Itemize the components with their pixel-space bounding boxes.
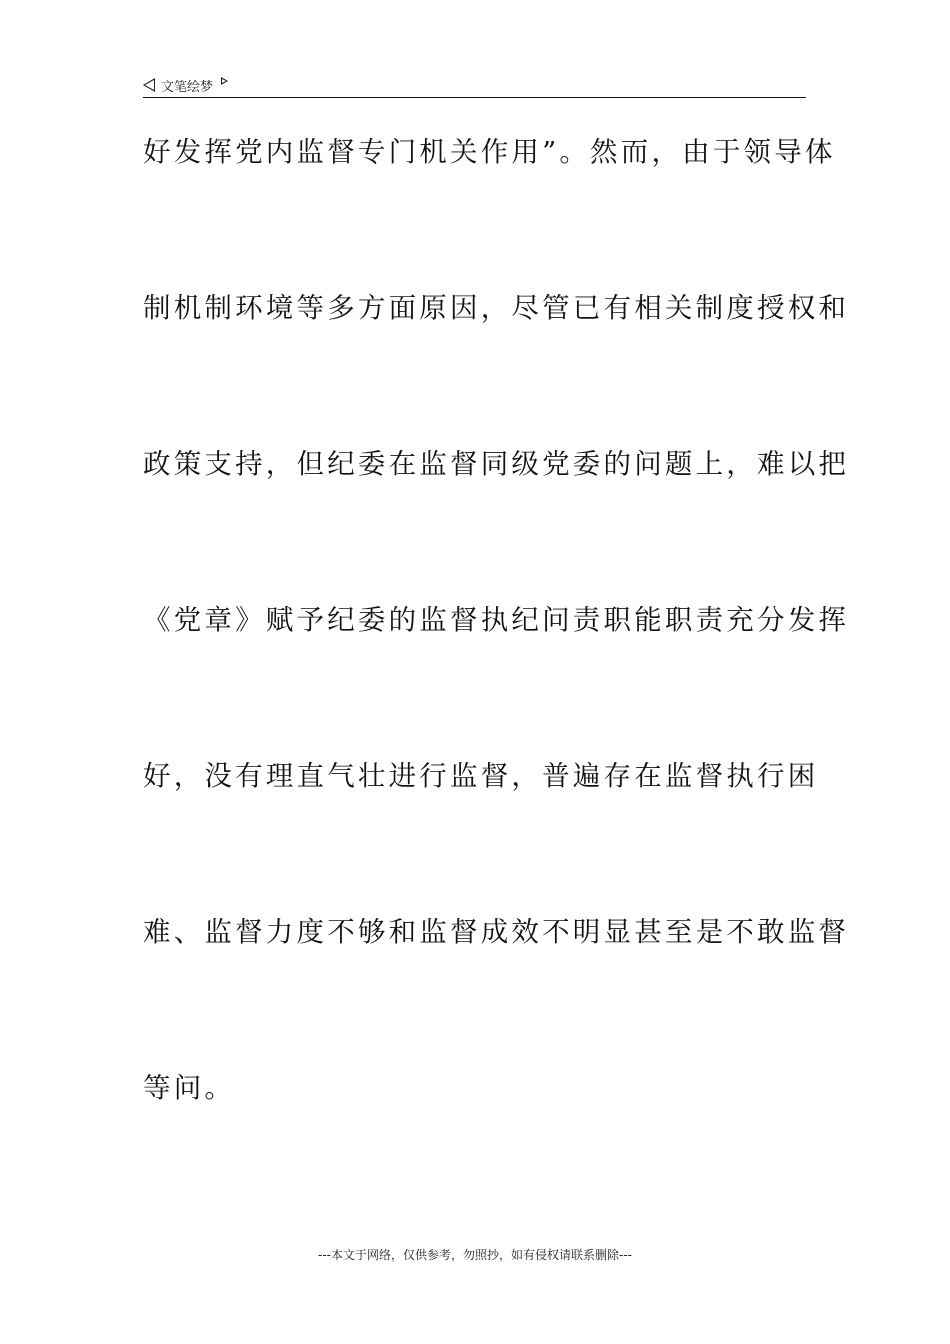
body-line: 政策支持，但纪委在监督同级党委的问题上，难以把: [143, 448, 850, 480]
header-title: 文笔绘梦: [161, 79, 214, 95]
header-divider: [143, 97, 806, 98]
body-line: 难、监督力度不够和监督成效不明显甚至是不敢监督: [143, 916, 850, 948]
body-line: 好，没有理直气壮进行监督，普遍存在监督执行困: [143, 760, 819, 792]
page-header: [143, 72, 806, 98]
triangle-left-icon: [143, 78, 155, 92]
body-line: 等问。: [143, 1072, 236, 1104]
triangle-right-icon: [221, 77, 228, 85]
document-body: [143, 132, 850, 1224]
body-line: 制机制环境等多方面原因，尽管已有相关制度授权和: [143, 292, 850, 324]
page-footer: ---本文于网络，仅供参考，勿照抄，如有侵权请联系删除---: [318, 1248, 632, 1262]
body-line: 好发挥党内监督专门机关作用”。然而，由于领导体: [143, 136, 836, 168]
body-line: 《党章》赋予纪委的监督执纪问责职能职责充分发挥: [143, 604, 850, 636]
